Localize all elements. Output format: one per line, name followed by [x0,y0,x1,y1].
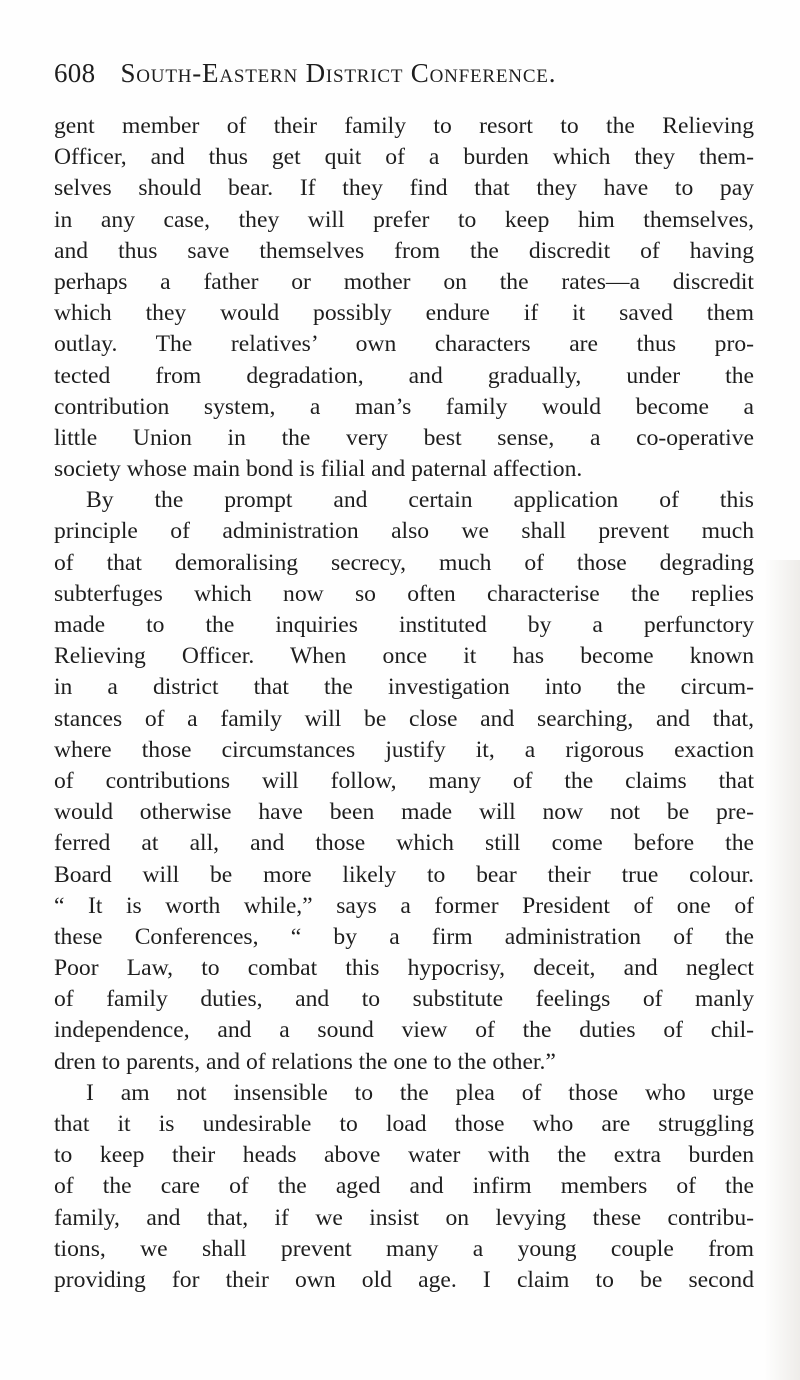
paragraph [54,1078,754,1296]
text-line: principle of administration also we shall prevent much [54,518,754,545]
text-line: gent member of their family to resort to the Relieving [54,113,754,139]
text-line: “ It is worth while,” says a former President of one of [54,892,754,919]
body-text [54,111,754,1296]
text-line: ferred at all, and those which still come before the [54,830,754,857]
text-line: these Conferences, “ by a firm administration of the [54,923,754,950]
text-line: tions, we shall prevent many a young couple from [54,1235,754,1262]
text-line: providing for their own old age. I claim to be second [54,1266,754,1293]
text-line: which they would possibly endure if it saved them [54,300,754,327]
text-line: stances of a family will be close and searching, and that, [54,705,754,732]
text-line: made to the inquiries instituted by a perfunctory [54,612,754,638]
text-line: independence, and a sound view of the duties of chil- [54,1017,754,1044]
text-line: of contributions will follow, many of the claims that [54,767,754,794]
text-line: in any case, they will prefer to keep him themselves, [54,206,754,233]
text-line: in a district that the investigation into the circum- [54,674,754,701]
text-line: to keep their heads above water with the extra burden [54,1142,754,1169]
text-line: Officer, and thus get quit of a burden which they them- [54,144,754,171]
text-line: subterfuges which now so often characterise the replies [54,580,754,607]
text-line: of the care of the aged and infirm members of the [54,1173,754,1200]
text-line: society whose main bond is filial and paternal affection. [54,456,583,483]
running-head: South-Eastern District Conference. [120,58,557,88]
text-line: By the prompt and certain application of this [86,487,754,514]
text-line: dren to parents, and of relations the one to the other.” [54,1048,556,1075]
paragraph [54,111,754,485]
text-line: Poor Law, to combat this hypocrisy, deceit, and neglect [54,955,754,982]
text-line: and thus save themselves from the discredit of having [54,237,754,264]
text-line: tected from degradation, and gradually, under the [54,362,754,389]
text-line: of that demoralising secrecy, much of those degrading [54,549,754,576]
text-line: that it is undesirable to load those who are struggling [54,1111,754,1137]
text-line: contribution system, a man’s family would become a [54,393,754,420]
page-number: 608 [54,58,96,88]
text-line: where those circumstances justify it, a rigorous exaction [54,736,754,763]
text-line: Relieving Officer. When once it has become known [54,643,754,670]
text-line: outlay. The relatives’ own characters are thus pro- [54,331,754,358]
text-line: little Union in the very best sense, a co-operative [54,424,754,451]
page-edge-shadow [764,560,800,1380]
text-line: of family duties, and to substitute feelings of manly [54,986,754,1013]
text-line: I am not insensible to the plea of those who urge [86,1079,754,1106]
text-line: selves should bear. If they find that they have to pay [54,175,754,202]
text-line: would otherwise have been made will now not be pre- [54,799,754,826]
text-line: Board will be more likely to bear their true colour. [54,861,754,888]
text-line: perhaps a father or mother on the rates—a discredit [54,268,754,295]
text-line: family, and that, if we insist on levying these contribu- [54,1204,754,1231]
paragraph [54,485,754,1078]
page-header [54,58,754,98]
